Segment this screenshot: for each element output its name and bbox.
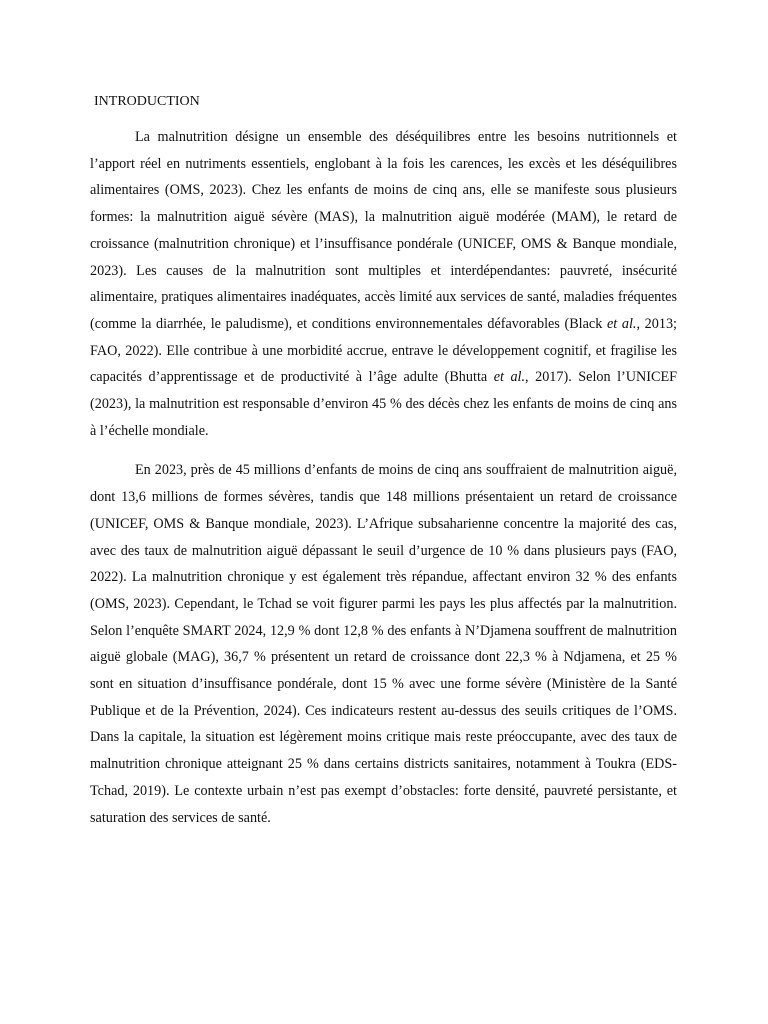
paragraph-1 <box>90 124 677 444</box>
paragraph-2: En 2023, près de 45 millions d’enfants de moins de cinq ans souffraient de malnutrition aiguë, dont 13,6 millions de formes sévères, tandis que 148 millions présentaient un retard de croissance (UNICEF, OMS & Banque mondiale, 2023). L’Afrique subsaharienne concentre la majorité des cas, avec des taux de malnutrition aiguë dépassant le seuil d’urgence de 10 % dans plusieurs pays (FAO, 2022). La malnutrition chronique y est également très répandue, affectant environ 32 % des enfants (OMS, 2023). Cependant, le Tchad se voit figurer parmi les pays les plus affectés par la malnutrition. Selon l’enquête SMART 2024, 12,9 % dont 12,8 % des enfants à N’Djamena souffrent de malnutrition aiguë globale (MAG), 36,7 % présentent un retard de croissance dont 22,3 % à Ndjamena, et 25 % sont en situation d’insuffisance pondérale, dont 15 % avec une forme sévère (Ministère de la Santé Publique et de la Prévention, 2024). Ces indicateurs restent au-dessus des seuils critiques de l’OMS. Dans la capitale, la situation est légèrement moins critique mais reste préoccupante, avec des taux de malnutrition chronique atteignant 25 % dans certains districts sanitaires, notamment à Toukra (EDS-Tchad, 2019). Le contexte urbain n’est pas exempt d’obstacles: forte densité, pauvreté persistante, et saturation des services de santé. <box>90 462 677 826</box>
document-page <box>90 90 677 844</box>
section-heading: INTRODUCTION <box>94 94 200 109</box>
paragraph-1-italic-1: et al. <box>606 315 637 332</box>
paragraph-1-text-c: , 2017). Selon l’UNICEF (2023), la malnutrition est responsable d’environ 45 % des décès chez les enfants de moins de cinq ans à l’échelle mondiale. <box>90 369 677 439</box>
paragraph-1-italic-2: et al. <box>493 369 526 386</box>
paragraph-1-text-b: , 2013; FAO, 2022). Elle contribue à une morbidité accrue, entrave le développement cognitif, et fragilise les capacités d’apprentissage et de productivité à l’âge adulte (Bhutta <box>90 315 677 386</box>
paragraph-1-text-a: La malnutrition désigne un ensemble des déséquilibres entre les besoins nutritionnels et l’apport réel en nutriments essentiels, englobant à la fois les carences, les excès et les déséquilibres alimentaires (OMS, 2023). Chez les enfants de moins de cinq ans, elle se manifeste sous plusieurs formes: la malnutrition aiguë sévère (MAS), la malnutrition aiguë modérée (MAM), le retard de croissance (malnutrition chronique) et l’insuffisance pondérale (UNICEF, OMS & Banque mondiale, 2023). Les causes de la malnutrition sont multiples et interdépendantes: pauvreté, insécurité alimentaire, pratiques alimentaires inadéquates, accès limité aux services de santé, maladies fréquentes (comme la diarrhée, le paludisme), et conditions environnementales défavorables (Black <box>90 129 677 332</box>
